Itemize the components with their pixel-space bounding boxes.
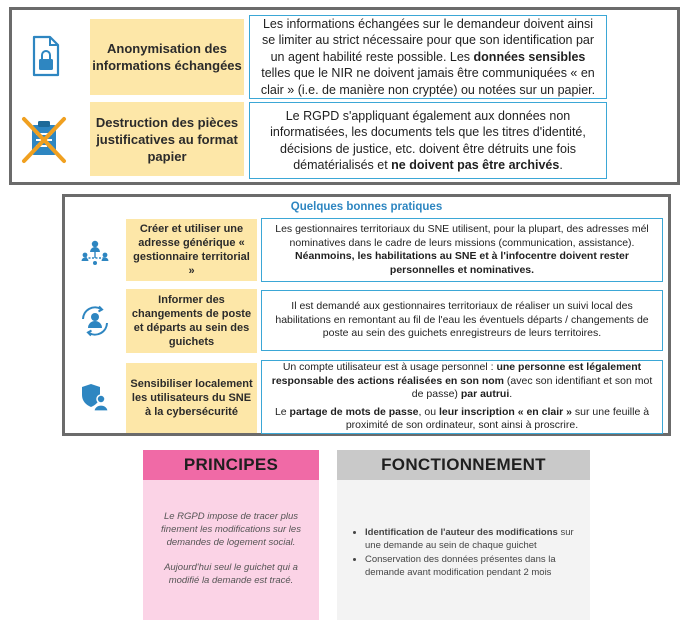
principes-paragraph: Aujourd'hui seul le guichet qui a modifié la demande est tracé. bbox=[164, 562, 298, 586]
principes-paragraph: Le RGPD impose de tracer plus finement les modifications sur les demandes de logement social. bbox=[161, 511, 301, 548]
cybersecurity-description: Un compte utilisateur est à usage personnel : une personne est légalement responsable des actions réalisées en son nom (avec son identifiant et son mot de passe) par autrui. Le partage de mots de passe, ou leur inscription « en clair » sur une feuille à proximité de son ordinateur, sont ainsi à proscrire. bbox=[261, 360, 663, 434]
shield-user-icon bbox=[79, 381, 111, 413]
cybersecurity-row bbox=[65, 359, 668, 435]
anonymisation-label: Anonymisation des informations échangées bbox=[90, 19, 244, 95]
fonctionnement-body bbox=[337, 480, 590, 579]
fonctionnement-list bbox=[351, 526, 578, 579]
fonctionnement-card bbox=[337, 450, 590, 620]
principes-body bbox=[143, 480, 319, 587]
principes-title: PRINCIPES bbox=[143, 450, 319, 480]
generic-address-label: Créer et utiliser une adresse générique « gestionnaire territorial » bbox=[126, 219, 257, 281]
anonymisation-description: Les informations échangées sur le demandeur doivent ainsi se limiter au strict nécessaire pour que son identification par un agent habilité reste possible. Les données sensibles telles que le NIR ne doivent jamais être communiquées « en clair » (i.e. de manière non cryptée) ou notées sur un papier. bbox=[249, 15, 607, 99]
principes-card bbox=[143, 450, 319, 620]
destruction-description: Le RGPD s'appliquant également aux données non informatisées, les documents tels que les titres d'identité, décisions de justice, etc. doivent être détruits une fois dématérialisés et ne doivent pas être archivés. bbox=[249, 102, 607, 179]
lock-document-icon bbox=[20, 31, 72, 83]
generic-address-description: Les gestionnaires territoriaux du SNE utilisent, pour la plupart, des adresses mél nominatives dans le cadre de leurs missions (communication, assistance). Néanmoins, les habilitations au SNE et à l'infocentre doivent rester personnelles et nominatives. bbox=[261, 218, 663, 282]
post-changes-label: Informer des changements de poste et départs au sein des guichets bbox=[126, 289, 257, 353]
good-practices-panel bbox=[62, 194, 671, 436]
fonctionnement-title: FONCTIONNEMENT bbox=[337, 450, 590, 480]
rgpd-measures-panel bbox=[9, 7, 680, 185]
destruction-label: Destruction des pièces justificatives au format papier bbox=[90, 102, 244, 176]
user-change-icon bbox=[79, 305, 111, 337]
cybersecurity-label: Sensibiliser localement les utilisateurs du SNE à la cybersécurité bbox=[126, 363, 257, 433]
post-changes-row bbox=[65, 287, 668, 355]
destruction-row bbox=[12, 98, 677, 183]
network-users-icon bbox=[79, 235, 111, 267]
crossed-clipboard-icon bbox=[20, 113, 72, 165]
list-item: • Conservation des données présentes dans la demande avant modification pendant 2 mois bbox=[365, 553, 578, 579]
list-item: • Identification de l'auteur des modifications sur une demande au sein de chaque guichet bbox=[365, 526, 578, 552]
anonymisation-row bbox=[12, 13, 677, 96]
good-practices-title: Quelques bonnes pratiques bbox=[290, 201, 443, 213]
generic-address-row bbox=[65, 218, 668, 283]
post-changes-description: Il est demandé aux gestionnaires territoriaux de réaliser un suivi local des habilitations en remontant au fil de l'eau les éventuels départs / changements de poste au sein des guichets enregistreurs de leurs territoires. bbox=[261, 290, 663, 351]
